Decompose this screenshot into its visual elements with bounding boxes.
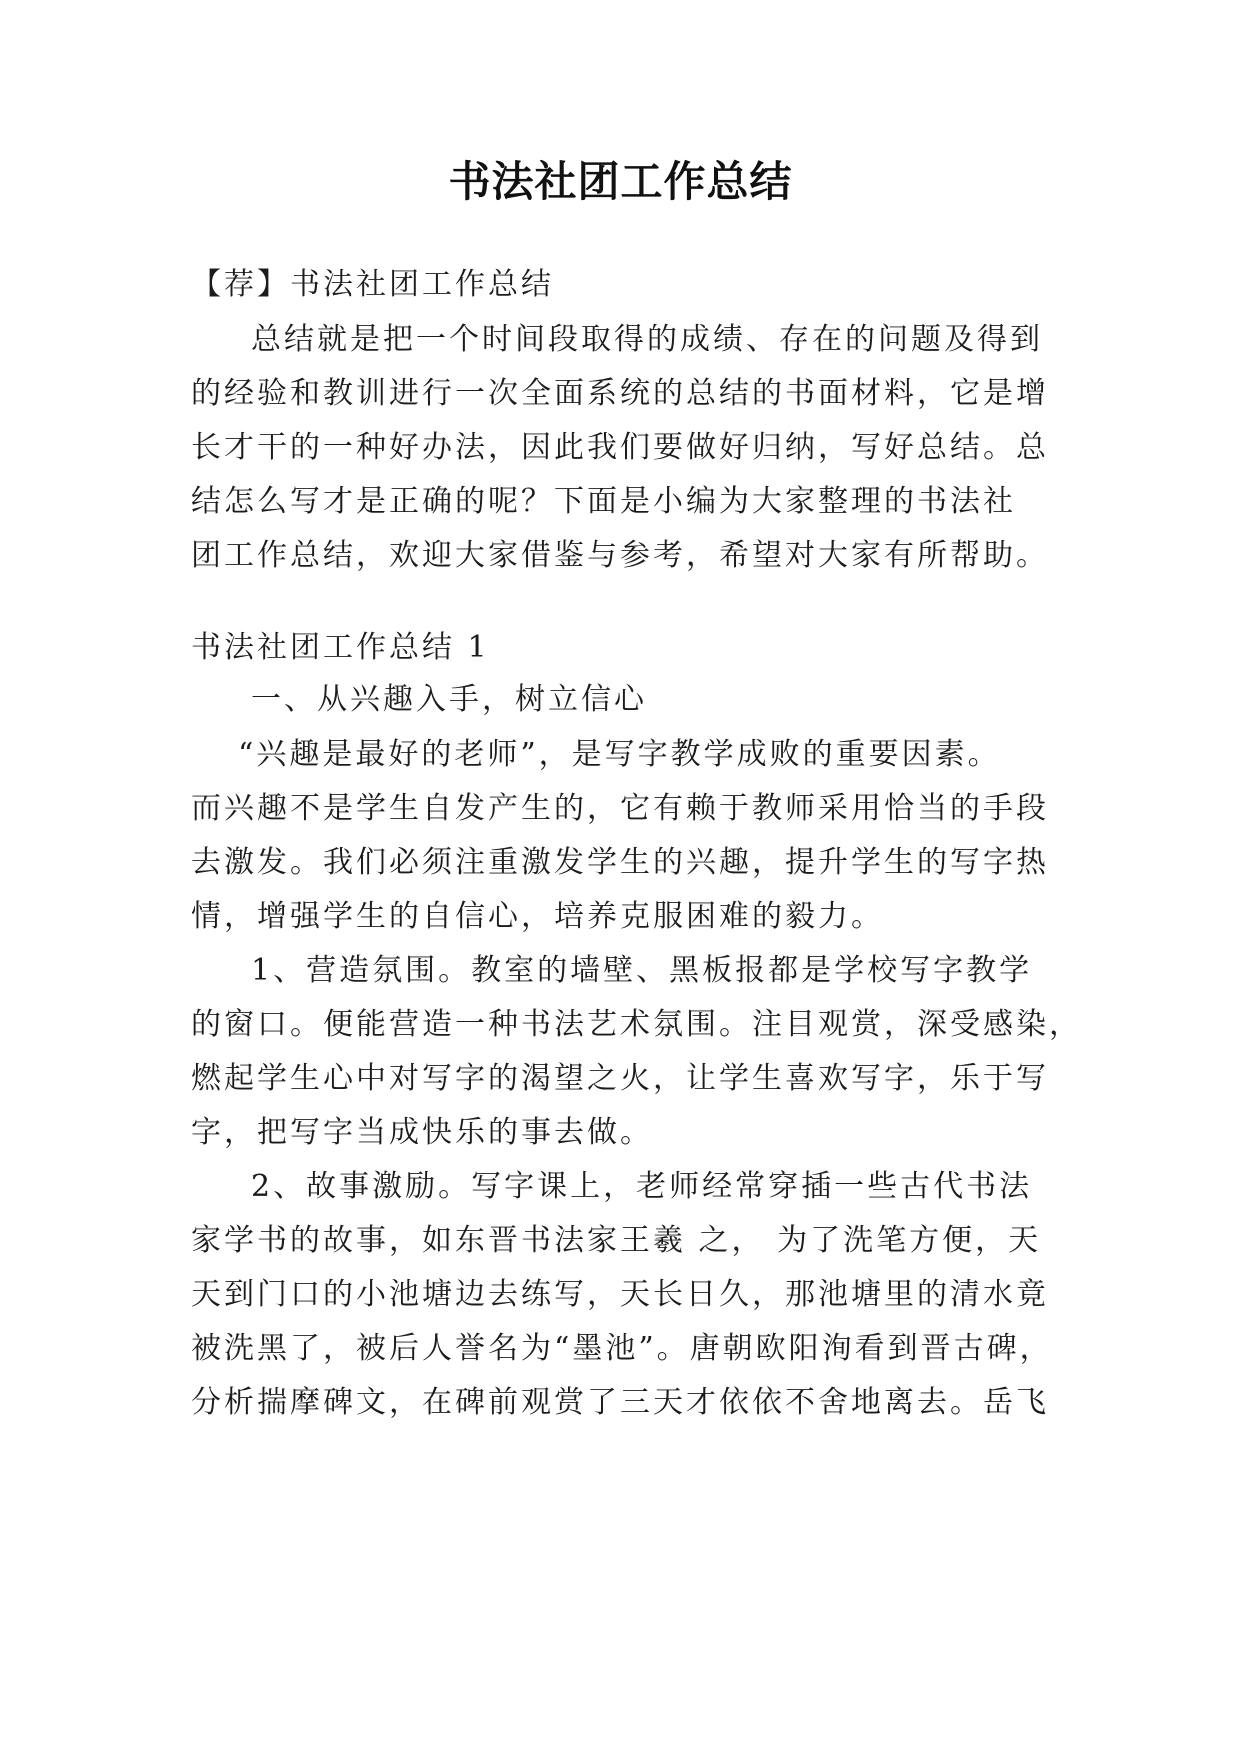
section-heading: 书法社团工作总结 1 — [191, 630, 490, 665]
paragraph-line: “兴趣是最好的老师”，是写字教学成败的重要因素。 — [238, 737, 1001, 772]
paragraph-line: 天到门口的小池塘边去练写，天长日久，那池塘里的清水竟 — [191, 1277, 1049, 1312]
sub-heading: 一、从兴趣入手，树立信心 — [251, 682, 647, 717]
paragraph-line: 1、营造氛围。教室的墙壁、黑板报都是学校写字教学 — [251, 953, 1033, 988]
document-title: 书法社团工作总结 — [448, 157, 793, 206]
paragraph-line: 2、故事激励。写字课上，老师经常穿插一些古代书法 — [251, 1169, 1033, 1204]
paragraph-line: 情，增强学生的自信心，培养克服困难的毅力。 — [191, 899, 884, 934]
paragraph-line: 字，把写字当成快乐的事去做。 — [191, 1115, 653, 1150]
paragraph-line: 燃起学生心中对写字的渴望之火，让学生喜欢写字，乐于写 — [191, 1061, 1049, 1096]
intro-line: 长才干的一种好办法，因此我们要做好归纳，写好总结。总 — [191, 430, 1049, 465]
paragraph-line: 家学书的故事，如东晋书法家王羲 之， 为了洗笔方便，天 — [191, 1223, 1042, 1258]
paragraph-line: 的窗口。便能营造一种书法艺术氛围。注目观赏，深受感染， — [191, 1007, 1082, 1042]
intro-line: 的经验和教训进行一次全面系统的总结的书面材料，它是增 — [191, 376, 1049, 411]
paragraph-line: 分析揣摩碑文，在碑前观赏了三天才依依不舍地离去。岳飞 — [191, 1385, 1049, 1420]
intro-line: 团工作总结，欢迎大家借鉴与参考，希望对大家有所帮助。 — [191, 538, 1049, 573]
paragraph-line: 被洗黑了，被后人誉名为“墨池”。唐朝欧阳洵看到晋古碑， — [191, 1331, 1053, 1366]
paragraph-line: 去激发。我们必须注重激发学生的兴趣，提升学生的写字热 — [191, 845, 1049, 880]
paragraph-line: 而兴趣不是学生自发产生的，它有赖于教师采用恰当的手段 — [191, 791, 1049, 826]
intro-line: 总结就是把一个时间段取得的成绩、存在的问题及得到 — [251, 322, 1043, 357]
intro-line: 结怎么写才是正确的呢？下面是小编为大家整理的书法社 — [191, 484, 1016, 519]
intro-heading: 【荐】书法社团工作总结 — [191, 267, 554, 302]
